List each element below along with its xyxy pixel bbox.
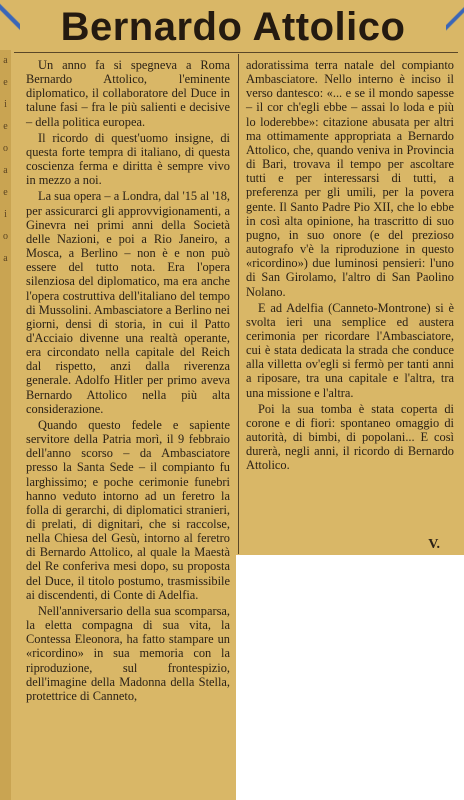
paragraph: Nell'anniversario della sua scomparsa, la eletta compagna di sua vita, la Contessa Eleonora, ha fatto stampare un «ricordino» in sua memoria con la riproduzione, sul frontespizio, dell'imagine della Madonna della Stella, protettrice di Canneto, (26, 603, 230, 703)
margin-fragment: e (3, 187, 8, 198)
margin-fragment: o (3, 143, 8, 154)
paragraph: Quando questo fedele e sapiente servitore della Patria morì, il 9 febbraio dell'anno scorso – da Ambasciatore presso la Santa Sede – il compianto fu larghissimo; e poche cerimonie funebri hanno veduto intorno ad un feretro la folla di gerarchi, di diplomatici stranieri, di prelati, di dignitari, che si raccolse, nella Chiesa del Gesù, intorno al feretro di Bernardo Attolico, al quale la Maestà del Re conferiva mesi dopo, su proposta del Duce, il titolo postumo, trasmissibile ai discendenti, di Conte di Adelfia. (26, 417, 230, 602)
paragraph: La sua opera – a Londra, dal '15 al '18, per assicurarci gli approvvigionamenti, a Ginevra nei primi anni della Società delle Nazioni, e poi a Rio Janeiro, a Mosca, a Berlino – non è e non può essere del tutto nota. Era l'opera silenziosa del diplomatico, ma era anche l'opera costruttiva dell'italiano del tempo di Mussolini. Ambasciatore a Berlino nei giorni, densi di storia, in cui il Patto d'Acciaio divenne una realtà operante, era circondato nella capitale del Reich dal rispetto, anzi dalla riverenza generale. Adolfo Hitler per primo aveva Bernardo Attolico nella più alta considerazione. (26, 189, 230, 416)
margin-fragment: a (3, 55, 8, 66)
paragraph: Poi la sua tomba è stata coperta di corone e di fiori: spontaneo omaggio di autorità, di bimbi, di popolani... E così durerà, negli anni, il ricordo di Bernardo Attolico. (246, 401, 454, 473)
margin-fragment: i (4, 209, 7, 220)
column-rule (238, 54, 239, 554)
paragraph: Un anno fa si spegneva a Roma Bernardo Attolico, l'eminente diplomatico, il collaboratore del Duce in talune fasi – fra le più salienti e decisive – della politica europea. (26, 58, 230, 129)
author-signature: V. (428, 537, 440, 552)
margin-fragment: a (3, 165, 8, 176)
paragraph: E ad Adelfia (Canneto-Montrone) si è svolta ieri una semplice ed austera cerimonia per ricordare l'Ambasciatore, cui è stata dedicata la strada che conduce alla villetta ov'egli si fermò per tanti anni a riposare, tra una capitale e l'altra, tra una missione e l'altra. (246, 300, 454, 400)
margin-fragment: o (3, 231, 8, 242)
margin-fragment: e (3, 77, 8, 88)
article-column-left (26, 58, 230, 796)
article-headline: Bernardo Attolico (60, 5, 406, 49)
adjacent-column-fragment (0, 50, 11, 800)
margin-fragment: i (4, 99, 7, 110)
margin-fragment: e (3, 121, 8, 132)
article-column-right (246, 58, 454, 553)
paragraph: Il ricordo di quest'uomo insigne, di questa forte tempra di italiano, di questa coscienza ferma e diritta è sempre vivo in mezzo a noi. (26, 130, 230, 188)
headline-rule (14, 52, 458, 53)
paragraph: adoratissima terra natale del compianto Ambasciatore. Nello interno è inciso il verso dantesco: «... e se il mondo sapesse – il cor ch'egli ebbe – assai lo loda e più lo loderebbe»: citazione abusata per altri ma ottimamente appropriata a Bernardo Attolico, che, quando veniva in Provincia di Bari, trovava il tempo per ascoltare tutti e per interessarsi di tutti, a preferenza per gli umili, per la povera gente. Il Santo Padre Pio XII, che lo ebbe in così alta opinione, ha trascritto di suo pugno, in suo onore (e del prezioso autografo v'è la riproduzione in questo «ricordino») due luminosi pensieri: l'uno di San Girolamo, l'altro di San Paolino Nolano. (246, 58, 454, 299)
margin-fragment: a (3, 253, 8, 264)
